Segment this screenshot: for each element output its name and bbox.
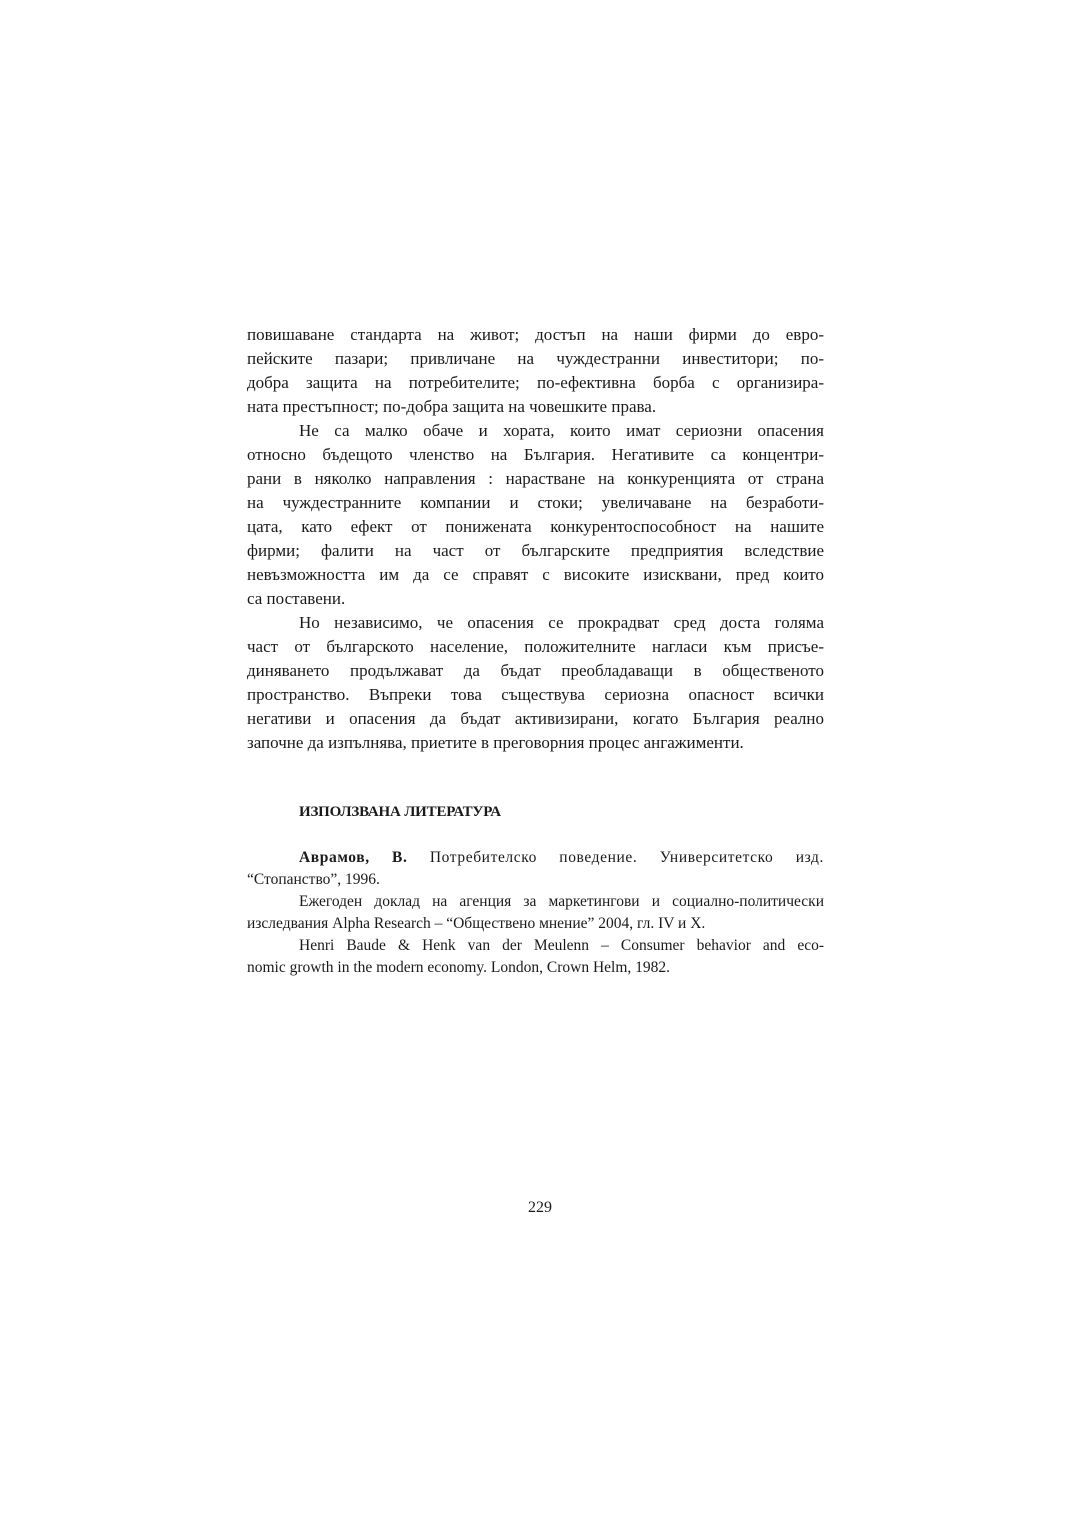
text-line: цата, като ефект от понижената конкурентоспособност на нашите: [247, 517, 824, 536]
reference-item: [247, 935, 824, 979]
reference-line: “Стопанство”, 1996.: [247, 871, 380, 888]
paragraph-3: [247, 611, 824, 755]
reference-author: Аврамов, В.: [299, 849, 408, 866]
reference-item: [247, 847, 824, 891]
text-line: Но независимо, че опасения се прокрадват сред доста голяма: [299, 613, 824, 632]
text-line: пейските пазари; привличане на чуждестранни инвеститори; по-: [247, 349, 824, 368]
references-heading: ИЗПОЛЗВАНА ЛИТЕРАТУРА: [299, 804, 501, 820]
text-line: Не са малко обаче и хората, които имат сериозни опасения: [299, 421, 824, 440]
text-line: ната престъпност; по-добра защита на човешките права.: [247, 397, 657, 416]
text-line: са поставени.: [247, 589, 346, 608]
text-line: пространство. Въпреки това съществува сериозна опасност всички: [247, 685, 824, 704]
text-line: относно бъдещото членство на България. Негативите са концентри-: [247, 445, 824, 464]
text-line: повишаване стандарта на живот; достъп на наши фирми до евро-: [247, 325, 824, 344]
body-text: [247, 323, 824, 755]
text-line: диняването продължават да бъдат преобладаващи в общественото: [247, 661, 824, 680]
text-line: част от българското население, положителните нагласи към присъе-: [247, 637, 824, 656]
text-line: фирми; фалити на част от българските предприятия вследствие: [247, 541, 824, 560]
text-line: рани в няколко направления : нарастване на конкуренцията от страна: [247, 469, 824, 488]
reference-line: изследвания Alpha Research – “Обществено мнение” 2004, гл. IV и Х.: [247, 915, 706, 932]
reference-item: [247, 891, 824, 935]
reference-line: Henri Baude & Henk van der Meulenn – Consumer behavior and eco-: [299, 937, 824, 954]
reference-title: Потребителско поведение. Университетско изд.: [429, 849, 825, 866]
text-line: невъзможността им да се справят с високите изисквани, пред които: [247, 565, 824, 584]
text-line: негативи и опасения да бъдат активизирани, когато България реално: [247, 709, 824, 728]
text-line: добра защита на потребителите; по-ефективна борба с организира-: [247, 373, 824, 392]
reference-line: nomic growth in the modern economy. London, Crown Helm, 1982.: [247, 959, 671, 976]
references-list: [247, 847, 824, 979]
page-number: 229: [528, 1199, 552, 1216]
reference-line: [247, 847, 824, 869]
paragraph-2: [247, 419, 824, 611]
text-line: започне да изпълнява, приетите в преговорния процес ангажименти.: [247, 733, 744, 752]
reference-line: Ежегоден доклад на агенция за маркетингови и социално-политически: [299, 893, 824, 910]
paragraph-1: [247, 323, 824, 419]
text-line: на чуждестранните компании и стоки; увеличаване на безработи-: [247, 493, 824, 512]
